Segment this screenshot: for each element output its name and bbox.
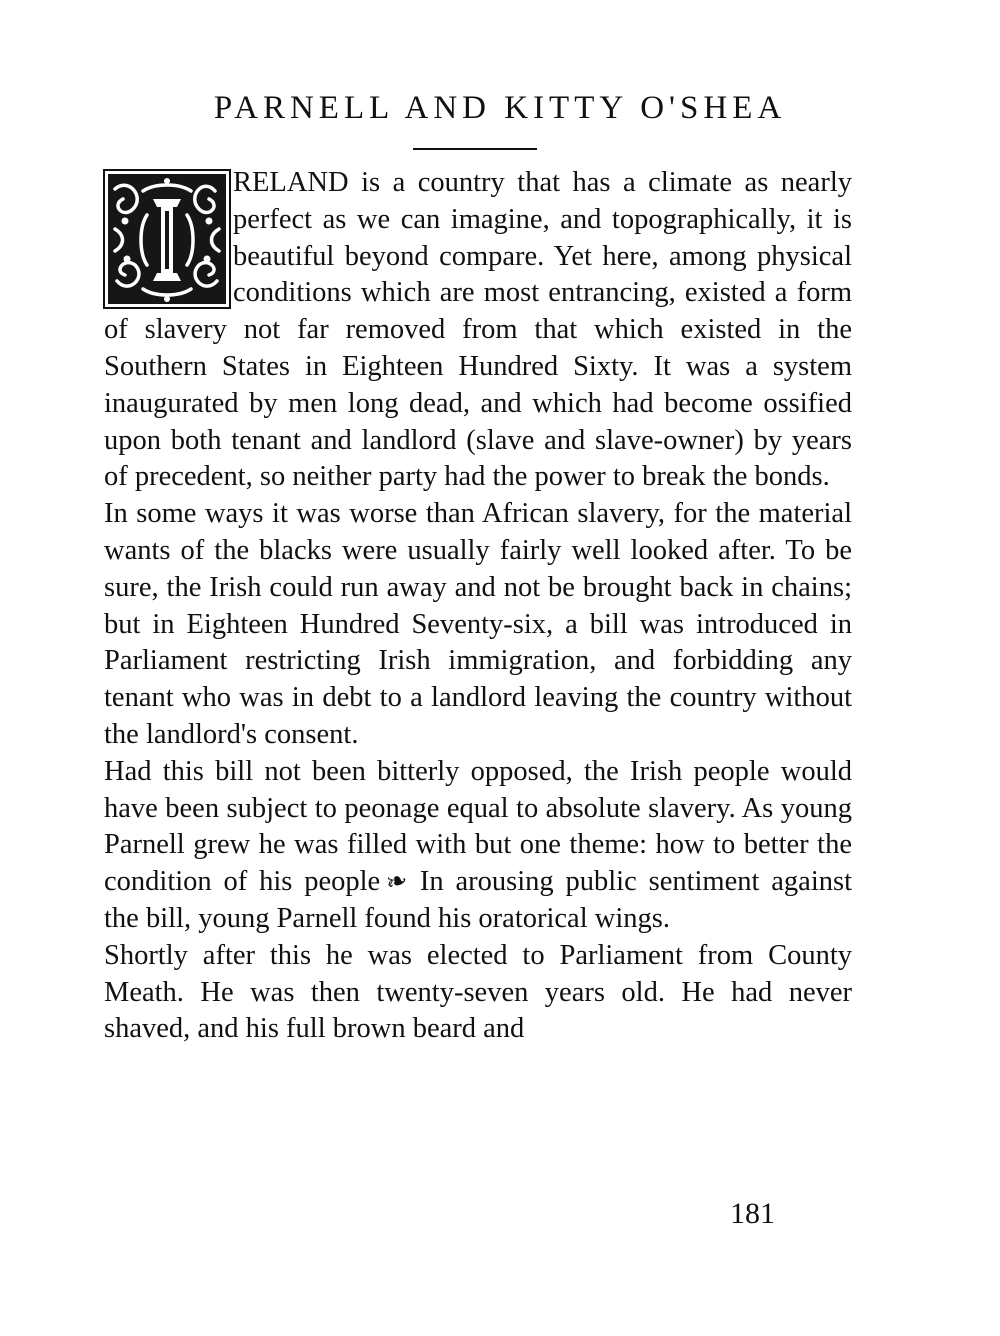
paragraph-1	[104, 165, 852, 496]
text-column	[104, 165, 852, 1048]
paragraph-3	[104, 754, 852, 938]
leaf-ornament-icon: ❧	[382, 864, 412, 899]
paragraph-1-text: RELAND is a country that has a climate as nearly perfect as we can imagine, and topographically, it is beautiful beyond compare. Yet here, among physical conditions which are most entrancing, existed a form of slavery not far removed from that which existed in the Southern States in Eighteen Hundred Sixty. It was a system inaugurated by men long dead, and which had become ossified upon both tenant and landlord (slave and slave-owner) by years of precedent, so neither party had the power to break the bonds.	[104, 167, 852, 493]
paragraph-3-continuation: In arousing public sentiment against the bill, young Parnell found his oratorical wings.	[104, 866, 853, 934]
drop-cap-initial	[103, 169, 231, 309]
ornamental-initial-icon	[103, 169, 231, 309]
title-rule	[413, 148, 537, 150]
paragraph-3-text: Had this bill not been bitterly opposed, the Irish people would have been subject to peonage equal to absolute slavery. As young Parnell grew he was filled with but one theme: how to better the condition of his people	[104, 755, 852, 898]
paragraph-2: In some ways it was worse than African slavery, for the material wants of the blacks were usually fairly well looked after. To be sure, the Irish could run away and not be brought back in chains; but in Eighteen Hundred Seventy-six, a bill was introduced in Parliament restricting Irish immigration, and forbidding any tenant who was in debt to a landlord leaving the country without the landlord's consent.	[104, 498, 852, 750]
page-number: 181	[730, 1197, 775, 1230]
page-title: PARNELL AND KITTY O'SHEA	[213, 90, 787, 126]
paragraph-4: Shortly after this he was elected to Parliament from County Meath. He was then twenty-seven years old. He had never shaved, and his full brown beard and	[104, 939, 852, 1045]
